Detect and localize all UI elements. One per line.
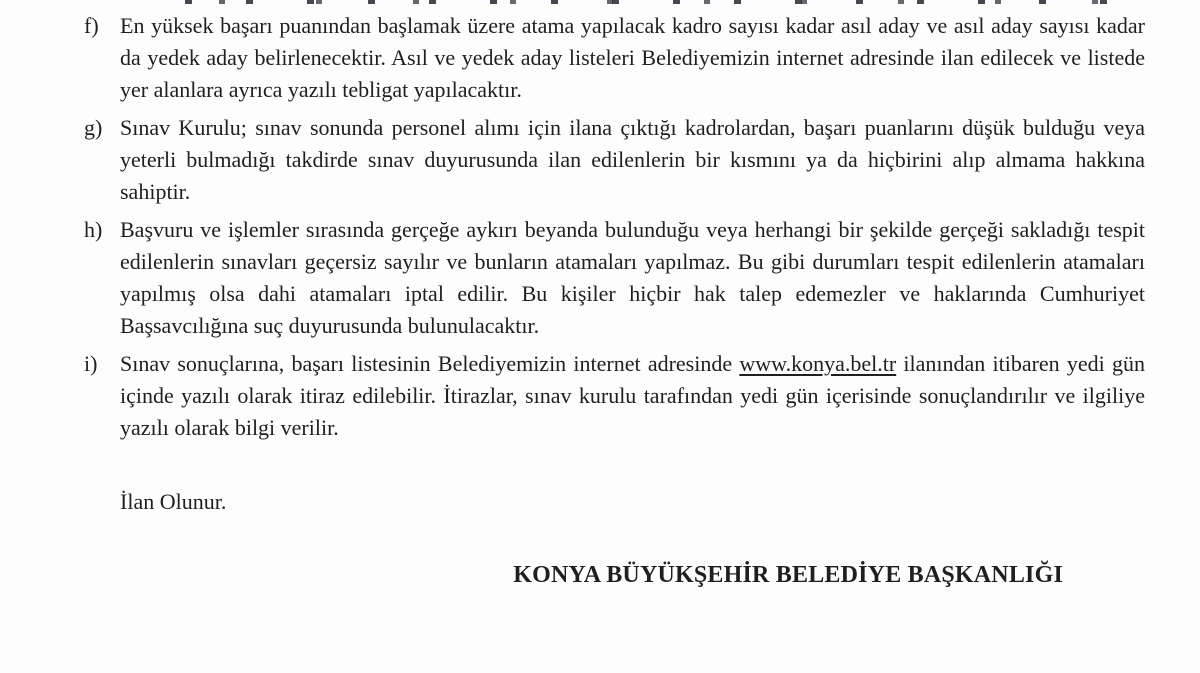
list-marker-h: h) [84,217,103,242]
signature-block [120,562,1145,589]
closing-statement: İlan Olunur. [120,489,227,514]
list-text-i-before: Sınav sonuçlarına, başarı listesinin Belediyemizin internet adresinde [120,351,740,376]
list-item-i [84,348,1145,444]
list-marker-g: g) [84,115,103,140]
list-item-g [84,112,1145,208]
website-link[interactable]: www.konya.bel.tr [739,351,897,376]
list-marker-f: f) [84,13,99,38]
list-text-h: Başvuru ve işlemler sırasında gerçeğe aykırı beyanda bulunduğu veya herhangi bir şekilde gerçeği sakladığı tespit edilenlerin sınavları geçersiz sayılır ve bunların atamaları yapılmaz. Bu gibi durumları tespit edilenlerin atamaları yapılmış olsa dahi atamaları iptal edilir. Bu kişiler hiçbir hak talep edemezler ve haklarında Cumhuriyet Başsavcılığına suç duyurusunda bulunulacaktır. [120,217,1145,338]
list-marker-i: i) [84,351,98,376]
signature-title: KONYA BÜYÜKŞEHİR BELEDİYE BAŞKANLIĞI [513,562,1063,588]
clipped-previous-line [185,0,1145,4]
list-item-f [84,10,1145,106]
list-text-i-after: ilanından itibaren yedi gün içinde yazılı olarak itiraz edilebilir. İtirazlar, sınav kurulu tarafından yedi gün içerisinde sonuçlandırılır ve ilgiliye yazılı olarak bilgi verilir. [120,351,1145,440]
list-item-h [84,214,1145,342]
list-text-g: Sınav Kurulu; sınav sonunda personel alımı için ilana çıktığı kadrolardan, başarı puanlarını düşük bulduğu veya yeterli bulmadığı takdirde sınav duyurusunda ilan edilenlerin bir kısmını ya da hiçbirini alıp almama hakkına sahiptir. [120,115,1145,204]
list-text-f: En yüksek başarı puanından başlamak üzere atama yapılacak kadro sayısı kadar asıl aday ve asıl aday sayısı kadar da yedek aday belirlenecektir. Asıl ve yedek aday listeleri Belediyemizin internet adresinde ilan edilecek ve listede yer alanlara ayrıca yazılı tebligat yapılacaktır. [120,13,1145,102]
